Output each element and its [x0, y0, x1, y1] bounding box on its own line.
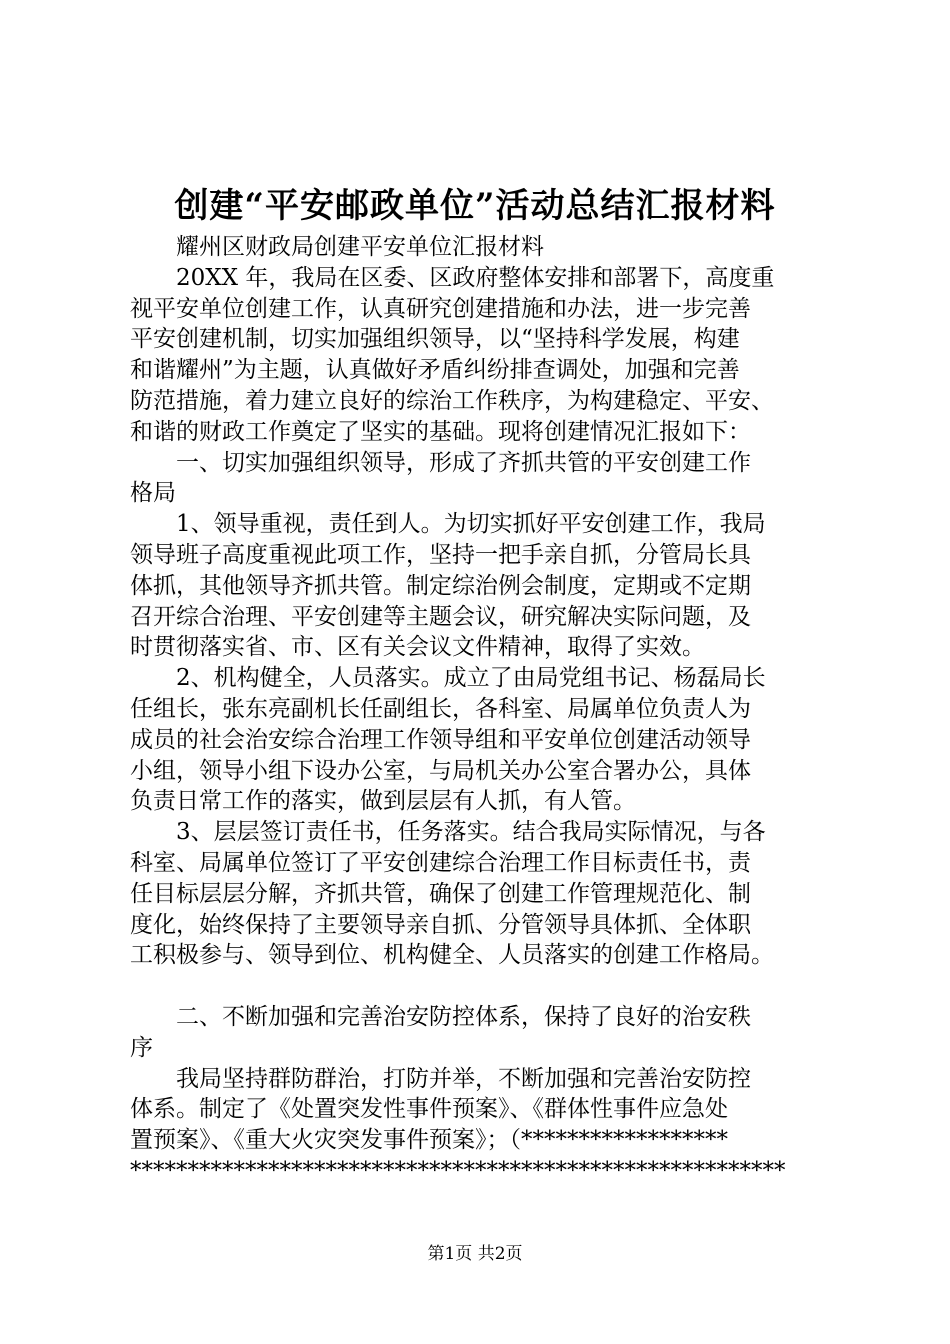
body-line-24: 工积极参与、领导到位、机构健全、人员落实的创建工作格局。 — [130, 942, 774, 969]
body-line-4: 平安创建机制，切实加强组织领导，以“坚持科学发展，构建 — [130, 326, 740, 353]
body-line-28: 体系。制定了《处置突发性事件预案》、《群体性事件应急处 — [130, 1096, 728, 1123]
paragraph-gap — [130, 971, 830, 1002]
body-line-12: 体抓，其他领导齐抓共管。制定综治例会制度，定期或不定期 — [130, 572, 751, 599]
body-line-18: 小组，领导小组下设办公室，与局机关办公室合署办公，具体 — [130, 757, 751, 784]
body-line-23: 度化，始终保持了主要领导亲自抓、分管领导具体抓、全体职 — [130, 911, 751, 938]
body-line-19: 负责日常工作的落实，做到层层有人抓，有人管。 — [130, 788, 636, 815]
body-line-16: 任组长，张东亮副机长任副组长，各科室、局属单位负责人为 — [130, 695, 751, 722]
section-heading-1-cont: 格局 — [130, 480, 176, 507]
document-title: 创建“平安邮政单位”活动总结汇报材料 — [174, 186, 776, 226]
body-line-20: 3、层层签订责任书，任务落实。结合我局实际情况，与各 — [130, 819, 766, 846]
body-line-1: 耀州区财政局创建平安单位汇报材料 — [130, 234, 544, 260]
body-line-11: 领导班子高度重视此项工作，坚持一把手亲自抓，分管局长具 — [130, 541, 751, 568]
body-line-27: 我局坚持群防群治，打防并举，不断加强和完善治安防控 — [130, 1065, 751, 1092]
body-line-2: 20XX 年，我局在区委、区政府整体安排和部署下，高度重 — [130, 264, 775, 291]
body-line-14: 时贯彻落实省、市、区有关会议文件精神，取得了实效。 — [130, 634, 705, 661]
section-heading-1: 一、切实加强组织领导，形成了齐抓共管的平安创建工作 — [130, 449, 751, 476]
body-line-3: 视平安单位创建工作，认真研究创建措施和办法，进一步完善 — [130, 295, 751, 322]
body-line-10: 1、领导重视，责任到人。为切实抓好平安创建工作，我局 — [130, 511, 766, 538]
section-heading-2: 二、不断加强和完善治安防控体系，保持了良好的治安秩 — [130, 1003, 751, 1030]
section-heading-2-cont: 序 — [130, 1034, 153, 1061]
body-line-29: 置预案》、《重大火灾突发事件预案》；（****************** — [130, 1127, 728, 1154]
body-line-7: 和谐的财政工作奠定了坚实的基础。现将创建情况汇报如下： — [130, 418, 751, 445]
body-line-21: 科室、局属单位签订了平安创建综合治理工作目标责任书，责 — [130, 849, 751, 876]
page-number-footer: 第1页 共2页 — [427, 1244, 523, 1264]
document-body — [130, 232, 830, 1187]
body-line-15: 2、机构健全，人员落实。成立了由局党组书记、杨磊局长 — [130, 665, 766, 692]
body-line-5: 和谐耀州”为主题，认真做好矛盾纠纷排查调处，加强和完善 — [130, 357, 740, 384]
body-line-30: ********************************************************* — [130, 1157, 786, 1184]
body-line-22: 任目标层层分解，齐抓共管，确保了创建工作管理规范化、制 — [130, 880, 751, 907]
body-line-6: 防范措施，着力建立良好的综治工作秩序，为构建稳定、平安、 — [130, 387, 774, 414]
body-line-17: 成员的社会治安综合治理工作领导组和平安单位创建活动领导 — [130, 726, 751, 753]
body-line-13: 召开综合治理、平安创建等主题会议，研究解决实际问题，及 — [130, 603, 751, 630]
